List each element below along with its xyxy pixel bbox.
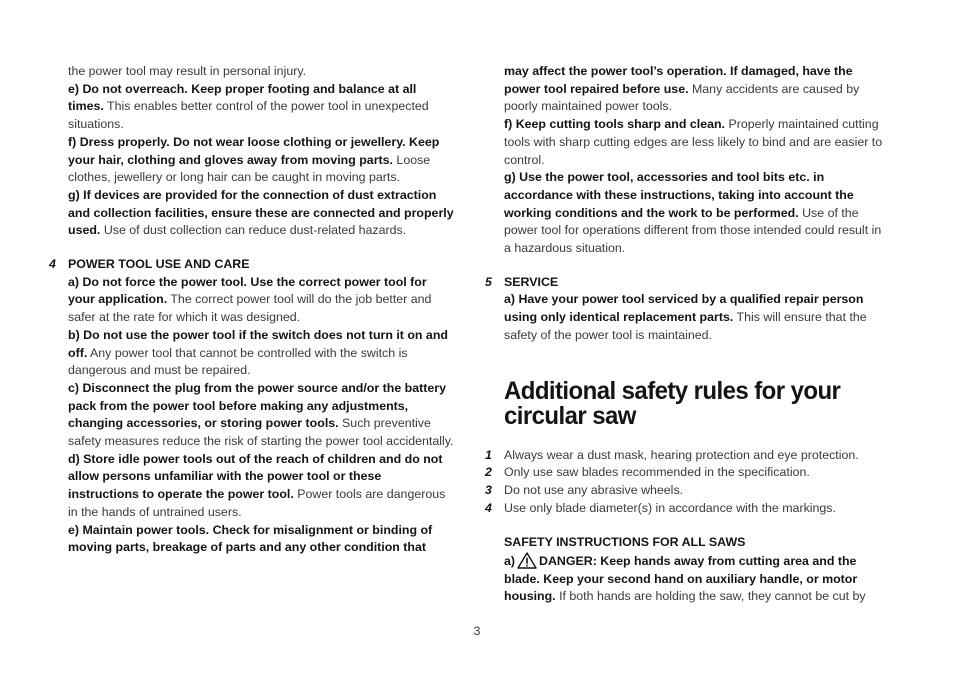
rule-f-bold: f) Dress properly. Do not wear loose clothing or jewellery. Keep your hair, clothing and gloves away from moving parts. [68, 134, 440, 167]
danger-prefix: a) [504, 554, 516, 569]
rule-4d-bold: d) Store idle power tools out of the reach of children and do not allow persons unfamiliar with the power tool or these instructions to operate the power tool. [68, 451, 443, 502]
rule-e [68, 81, 454, 134]
rule-4e-bold: e) Maintain power tools. Check for misalignment or binding of moving parts, breakage of parts and any other condition that [68, 522, 433, 555]
right-column [485, 63, 888, 606]
rule-4d-text: Power tools are dangerous in the hands of untrained users. [68, 487, 446, 519]
rule-4b-bold: b) Do not use the power tool if the switch does not turn it on and off. [68, 327, 448, 360]
danger-rule [504, 552, 888, 606]
rule-g-right-text: Use of the power tool for operations different from those intended could result in a hazardous situation. [504, 205, 882, 256]
list-item-text: Use only blade diameter(s) in accordance with the markings. [504, 500, 836, 515]
page-number: 3 [473, 624, 481, 638]
list-item-number: 3 [485, 482, 492, 497]
rules-list [485, 447, 888, 518]
section-number: 5 [485, 274, 492, 289]
rule-continued [504, 63, 888, 116]
rule-continued-bold: may affect the power tool’s operation. If damaged, have the power tool repaired before use. [504, 64, 853, 96]
rule-5a-text: This will ensure that the safety of the power tool is maintained. [504, 310, 867, 342]
rule-g-right-bold: g) Use the power tool, accessories and tool bits etc. in accordance with these instructions, taking into account the working conditions and the work to be performed. [504, 170, 854, 220]
danger-bold: DANGER: Keep hands away from cutting area and the blade. Keep your second hand on auxiliary handle, or motor housing. [504, 554, 858, 604]
list-item-text: Only use saw blades recommended in the specification. [504, 465, 810, 480]
rule-4d [68, 451, 454, 522]
list-item-text: Do not use any abrasive wheels. [504, 482, 684, 497]
danger-text: If both hands are holding the saw, they cannot be cut by [555, 589, 866, 604]
page-title: Additional safety rules for your circular saw [504, 376, 841, 430]
rule-4b [68, 327, 454, 380]
list-item [485, 464, 888, 482]
list-item [485, 482, 888, 500]
rule-4e [68, 522, 454, 557]
rule-4c-text: Such preventive safety measures reduce the risk of starting the power tool accidentally. [68, 416, 454, 449]
rule-e-bold: e) Do not overreach. Keep proper footing and balance at all times. [68, 81, 417, 114]
rule-f-right-text: Properly maintained cutting tools with sharp cutting edges are less likely to bind and are easier to control. [504, 117, 883, 167]
rule-4a-text: The correct power tool will do the job better and safer at the rate for which it was designed. [68, 292, 432, 325]
list-item [485, 447, 888, 465]
rule-5a [504, 291, 888, 344]
rule-5a-bold: a) Have your power tool serviced by a qualified repair person using only identical replacement parts. [504, 292, 864, 325]
rule-4a [68, 274, 454, 327]
section-4 [49, 256, 454, 557]
rule-4a-bold: a) Do not force the power tool. Use the correct power tool for your application. [68, 274, 427, 307]
rule-f-text: Loose clothes, jewellery or long hair can be caught in moving parts. [68, 152, 431, 185]
section-heading: POWER TOOL USE AND CARE [68, 257, 250, 272]
rule-4b-text: Any power tool that cannot be controlled with the switch is dangerous and must be repaired. [68, 345, 408, 378]
list-item [485, 500, 888, 518]
rule-4c [68, 380, 454, 451]
rule-g [68, 187, 454, 240]
rule-g-bold: g) If devices are provided for the connection of dust extraction and collection facilities, ensure these are connected and properly used. [68, 187, 454, 238]
rule-4c-bold: c) Disconnect the plug from the power source and/or the battery pack from the power tool before making any adjustments, changing accessories, or storing power tools. [68, 380, 446, 431]
rule-f-right-bold: f) Keep cutting tools sharp and clean. [504, 117, 725, 132]
rule-f-right [504, 116, 888, 169]
list-item-number: 4 [485, 500, 492, 515]
rule-g-text: Use of dust collection can reduce dust-related hazards. [100, 223, 407, 238]
rule-continued-text: Many accidents are caused by poorly maintained power tools. [504, 81, 860, 114]
list-item-text: Always wear a dust mask, hearing protection and eye protection. [504, 447, 859, 462]
list-item-number: 1 [485, 447, 492, 462]
list-item-number: 2 [485, 465, 492, 480]
section-heading: SERVICE [504, 274, 559, 289]
left-column [49, 63, 454, 557]
intro-text: the power tool may result in personal injury. [68, 64, 307, 78]
saws-heading: SAFETY INSTRUCTIONS FOR ALL SAWS [504, 535, 746, 550]
section-number: 4 [49, 257, 56, 272]
rule-e-text: This enables better control of the power tool in unexpected situations. [68, 99, 429, 132]
rule-f [68, 134, 454, 187]
warning-triangle-icon [517, 552, 537, 569]
rule-g-right [504, 169, 888, 258]
section-5 [485, 274, 888, 345]
